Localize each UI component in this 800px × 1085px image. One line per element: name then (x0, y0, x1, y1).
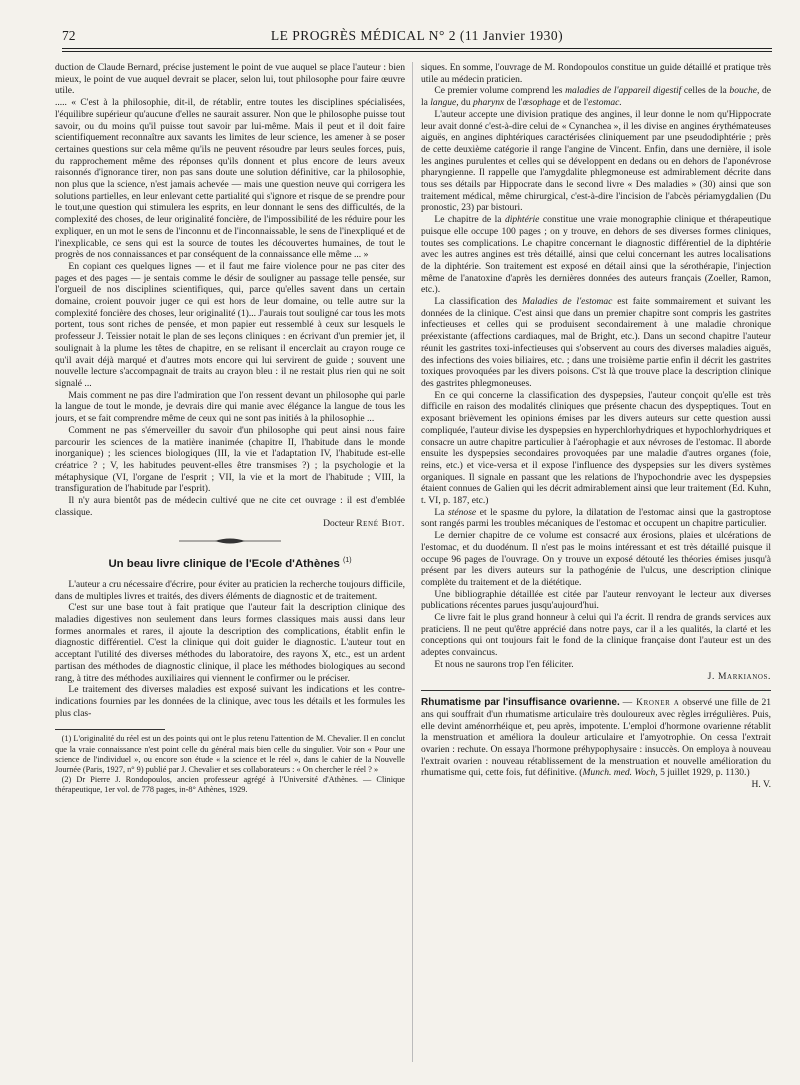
right-column (421, 62, 771, 1072)
paragraph: Et nous ne saurons trop l'en féliciter. (434, 658, 574, 670)
ornament-divider (175, 536, 285, 546)
column-divider (412, 62, 413, 1062)
footnotes (55, 734, 405, 795)
page-number: 72 (62, 28, 76, 43)
paragraph: En copiant ces quelques lignes — et il faut me faire violence pour ne pas citer des pages et des pages — je sentais comme le désir de souligner au passage telle pensée, sur l'orgueil de nos disciplines scientifiques, qui, parce qu'elles savent dans un certain domaine, croient pouvoir juger ce qui est hors de leur domaine, ou telle autre sur la complexité foncière des choses, leur originalité (1)... J'aurais tout souligné car tous les mots portent, tous sont riches de pensée, et mon papier eut ressemblé à ceux sur lesquels le professeur J. Teissier notait le plan de ses leçons cliniques : en écrivant d'un premier jet, il soulignait à la plume les têtes de chapitre, en se relisant il encerclait au crayon rouge ce qu'il avait déjà marqué et d'autres mots encore qui lui servirent de guide ; souvent une nouvelle lecture s'accompagnait de traits au crayon bleu : il ne restait plus rien qui ne soit signalé ... (55, 260, 405, 389)
paragraph: Il n'y aura bientôt pas de médecin cultivé que ne cite cet ouvrage : il est d'emblée classique. (55, 495, 405, 518)
news-note (421, 697, 771, 779)
note-reference: Munch. med. Woch, (582, 767, 658, 779)
paragraph: C'est sur une base tout à fait pratique que l'auteur fait la description clinique des maladies digestives non seulement dans leurs formes classiques mais aussi dans leur formes anormales et rares, il ajoute la description des complications, établit enfin le diagnostic différentiel. C'est la clinique qui doit guider le diagnostic. L'auteur tout en acceptant l'utilité des diverses méthodes du laboratoire, des rayons X, etc., est un ardent partisan des méthodes de diagnostic clinique, il place les méthodes biologiques au second rang, à titre des méthodes auxiliaires qui viennent le confirmer ou le préciser. (55, 602, 405, 684)
paragraph: duction de Claude Bernard, précise justement le point de vue auquel se place l'auteur : bien mieux, le point de vue auquel devrait se placer, selon lui, tout philosophe pour faire œuvre utile. (55, 62, 405, 97)
paragraph: Ce premier volume comprend les maladies de l'appareil digestif celles de la bouche, de la langue, du pharynx de l'œsophage et de l'estomac. (421, 85, 771, 109)
header-rule (62, 48, 772, 49)
signature (55, 518, 405, 530)
paragraph: Le traitement des diverses maladies est exposé suivant les indications et les contre-indications fournies par les données de la clinique, avec tous les détails et les formules les plus clas- (55, 684, 405, 719)
note-initials: H. V. (751, 779, 771, 791)
paragraph: Le chapitre de la diphtérie constitue une vraie monographie clinique et thérapeutique puisque elle occupe 100 pages ; on y trouve, en dehors de ses diverses formes cliniques, toutes ses complications. Le chapitre concernant le diagnostic différentiel de la diphtérie avec les autres angines est très détaillé, ainsi que celui concernant les autres localisations de la diphtérie. Son traitement est exposé en détail ainsi que la sérothérapie, l'injection même de l'anatoxine d'après les dernières données des auteurs français (Zoeller, Ramon, etc.). (421, 214, 771, 296)
signature-prefix: Docteur (323, 518, 354, 530)
paragraph: L'auteur a cru nécessaire d'écrire, pour éviter au praticien la recherche toujours difficile, dans de multiples livres et traités, des divers éléments de diagnostic et de traitement. (55, 578, 405, 602)
signature-name: René Biot. (356, 518, 405, 530)
article-title (55, 554, 405, 571)
paragraph: En ce qui concerne la classification des dyspepsies, l'auteur conçoit qu'elle est très difficile en raison des modalités cliniques que présente chacun des dyspeptiques. Tout en exposant brièvement les opinions émises par les divers auteurs sur cette question aussi compliquée, l'auteur divise les dyspepsies en hyperchlorhydriques et hypochlorhydriques et consacre un autre chapitre particulier à l'aérophagie et aux névroses de l'estomac. Il aborde ensuite les dyspepsies secondaires provoquées par une maladie d'autres organes (foie, reins, etc.) et vice-versa et il expose l'influence des dyspepsies sur les divers systèmes organiques. Il signale en passant que les relations de l'hypochondrie avec les dyspepsies étaient connues de Galien qui les décrit admirablement ainsi que leur traitement (Ed. Kuhn, t. VI, p. 187, etc.) (421, 389, 771, 507)
paragraph: La sténose et le spasme du pylore, la dilatation de l'estomac ainsi que la gastroptose sont rangés parmi les troubles mécaniques de l'estomac et occupent un chapitre particulier. (421, 506, 771, 530)
footnote: (1) L'originalité du réel est un des points qui ont le plus retenu l'attention de M. Chevalier. Il en conclut que la vraie connaissance n'est point celle du général mais bien celle du singulier. Voir son « Pour une science de l'individuel », ou encore son étude « la science et le réel », dans le cahier de la Nouvelle Journée (Paris, 1927, n° 9) publié par J. Chevalier et ses collaborateurs : « On chercher le réel ? » (55, 734, 405, 774)
article-title-text: Un beau livre clinique de l'Ecole d'Athènes (108, 557, 340, 570)
note-title: Rhumatisme par l'insuffisance ovarienne. (421, 697, 620, 709)
note-body: observé une fille de 21 ans qui souffrait d'un rhumatisme articulaire très douloureux avec règles irrégulières. Puis, elle devint aménorrhéique et, peu après, impotente. L'emploi d'hormone ovarienne rétablit la menstruation et améliora la douleur articulaire et l'amyotrophie. On cessa l'extrait ovarien : rechute. On essaya l'hormone préhypophysaire : insuccès. On employa à nouveau l'extrait ovarien : nouveau rétablissement de la menstruation et nouvelle amélioration du rhumatisme qui, cette fois, fut définitive. ( (421, 697, 771, 779)
footnote: (2) Dr Pierre J. Rondopoulos, ancien professeur agrégé à l'Université d'Athènes. — Clinique thérapeutique, 1er vol. de 778 pages, in-8° Athènes, 1929. (55, 775, 405, 795)
running-title: LE PROGRÈS MÉDICAL N° 2 (11 Janvier 1930) (270, 28, 564, 43)
signature: J. Markianos. (707, 670, 771, 682)
paragraph: Une bibliographie détaillée est citée par l'auteur renvoyant le lecteur aux diverses publications récentes parues jusqu'aujourd'hui. (421, 588, 771, 612)
paragraph: Le dernier chapitre de ce volume est consacré aux érosions, plaies et ulcérations de l'estomac, et du duodénum. Il n'est pas le moins intéressant et est très détaillé puisque il occupe 96 pages de l'ouvrage. On y trouve un exposé détouté les théories émises jusqu'à présent par les divers auteurs sur la pathogénie de l'ulcus, une description clinique complète du traitement et de la diététique. (421, 530, 771, 588)
paragraph: Comment ne pas s'émerveiller du savoir d'un philosophe qui peut ainsi nous faire parcourir les sciences de la matière inanimée (chapitre II, l'habitude dans le monde inorganique) ; les sciences biologiques (III, la vie et l'adaptation IV, l'habitude est-elle créatrice ? ; V, les habitudes peuvent-elles être transmises ?) ; la psychologie et la métaphysique (VI, l'organe de l'esprit ; VII, la vie et la mort de l'habitude ; VIII, la transfiguration de l'habitude par l'esprit). (55, 424, 405, 495)
page-header (62, 28, 772, 48)
article-title-note: (1) (343, 557, 352, 565)
left-column (55, 62, 405, 1072)
paragraph: Mais comment ne pas dire l'admiration que l'on ressent devant un philosophe qui parle la langue de tout le monde, je devrais dire qui manie avec élégance la langue de tous les jours, et se fait comprendre même de ceux qui ne sont pas initiés à la philosophie ... (55, 389, 405, 425)
note-end: 5 juillet 1929, p. 1130.) (660, 767, 750, 779)
section-rule (421, 690, 771, 691)
footnote-rule (55, 729, 165, 730)
paragraph: siques. En somme, l'ouvrage de M. Rondopoulos constitue un guide détaillé et pratique très utile au médecin praticien. (421, 62, 771, 85)
header-rule-thin (62, 51, 772, 52)
paragraph: Ce livre fait le plus grand honneur à celui qui l'a écrit. Il rendra de grands services aux praticiens. Il ne peut qu'être apprécié dans notre pays, car il a les qualités, la clarté et les conceptions qui ont toujours fait le fond de la clinique française dont l'auteur est un des adeptes convaincus. (421, 612, 771, 659)
paragraph: La classification des Maladies de l'estomac est faite sommairement et suivant les données de la clinique. C'est ainsi que dans un premier chapitre sont compris les gastrites infectieuses et celles qui se produisent secondairement à une maladie chronique préexistante (affections cardiaques, mal de Bright, etc.). Dans un second chapitre l'auteur réunit les gastrites toxi-infectieuses qui s'observent au cours des diverses maladies aiguës, des infections des voies biliaires, etc. ; dans une troisième partie enfin il décrit les gastrites toxiques provoquées par les divers poisons. C'st là que trouve place la description clinique des gastrites phlegmoneuses. (421, 296, 771, 389)
note-author: — Kroner a (622, 697, 680, 709)
paragraph: L'auteur accepte une division pratique des angines, il leur donne le nom qu'Hippocrate leur avait donné c'est-à-dire celui de « Cynanchea », il les divise en angines érythémateuses aiguës, en angines diphtériques caractérisées cliniquement par une pseudodiphtérie ; près de cette deuxième catégorie il range l'angine de Vincent. Enfin, dans une dernière, il isole les angines purulentes et celles qui se développent en dedans ou en dehors de l'aponévrose pharyngienne. Il rappelle que l'amygdalite phlegmoneuse est admirablement décrite dans tous ses détails par Hippocrate dans le second livre « Des maladies » (30) ainsi que son traitement médical, même chirurgical, c'est-à-dire l'incision de l'abcès périamygdalien (Du pronostic, 23) par bistouri. (421, 108, 771, 214)
quotation: ..... « C'est à la philosophie, dit-il, de rétablir, entre toutes les disciplines spécialisées, l'équilibre supérieur qu'aucune d'elles ne saurait assurer. Non que le philosophe puisse tout savoir, ou du moins qu'il puisse tout savoir par lui-même. Mais il peut et il doit faire scientifiquement reconnaître aux savants les limites de leur science, les amener à se poser certaines questions sur cela même qu'ils ne peuvent résoudre par leurs seules forces, puis, du rapprochement même des réponses qu'ils donnent et plus encore de leurs aveux raisonnés d'ignorance tirer, non pas sans doute une solution définitive, car la philosophie, non plus que la science, n'est jamais achevée — mais une question neuve qui corrigera les solutions partielles, en leur enlevant cette partialité qui s'ignore et risque de se prendre pour le tout,une question qui stimulera les esprits, en leur donnant le sens des difficultés, de la complexité des choses, de leur originalité foncière, de l'impossibilité de les réduire pour les expliquer, en un mot le sens de l'inconnu et de l'inconnaissable, le sens de l'inexpliqué et de l'inexplicable, ce sens qui est la source de toutes les découvertes humaines, de tout le progrès de nos connaissances et par conséquent de la connaissance elle même ... » (55, 97, 405, 261)
